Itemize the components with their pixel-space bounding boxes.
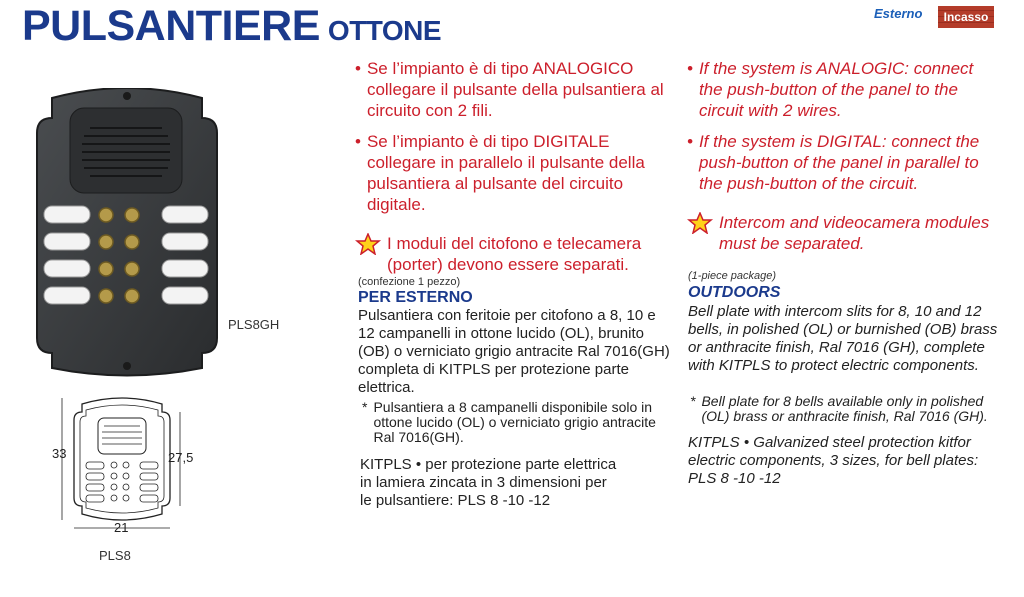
dim-inner-height: 27,5 [168, 450, 194, 465]
it-bullets [355, 58, 665, 275]
title-sub: OTTONE [327, 15, 442, 46]
en-bullet-1: • If the system is ANALOGIC: connect the push-button of the panel to the circuit with 2 wires. [687, 59, 974, 120]
it-body: Pulsantiera con feritoie per citofono a 8, 10 e 12 campanelli in ottone lucido (OL), brunito (OB) o verniciato grigio antracite Ral 7016(GH) completa di KITPLS per protezione parte elettrica. [358, 307, 670, 396]
dim-height: 33 [52, 446, 67, 461]
en-kit: KITPLS • Galvanized steel protection kitfor electric components, 3 sizes, for bell plates: PLS 8 -10 -12 [688, 434, 979, 487]
it-heading: PER ESTERNO [358, 289, 473, 306]
badge-incasso: Incasso [938, 6, 994, 28]
en-note: * Bell plate for 8 bells available only in polished (OL) brass or anthracite finish, Ral 7016 (GH). [690, 393, 988, 424]
en-bullets [687, 58, 999, 254]
it-package: (confezione 1 pezzo) [358, 276, 461, 288]
it-bullet-1: • Se l’impianto è di tipo ANALOGICO collegare il pulsante della pulsantiera al circuito con 2 fili. [355, 59, 664, 120]
it-warning: I moduli del citofono e telecamera (porter) devono essere separati. [355, 233, 665, 275]
en-body: Bell plate with intercom slits for 8, 10 and 12 bells, in polished (OL) or burnished (OB) brass or anthracite finish, Ral 7016 (GH), complete with KITPLS to protect electric components. [688, 303, 998, 374]
warning-star-icon [687, 212, 715, 234]
title-main: PULSANTIERE [22, 2, 320, 50]
en-warning: Intercom and videocamera modules must be separated. [687, 212, 999, 254]
dim-width: 21 [114, 520, 129, 535]
it-note: * Pulsantiera a 8 campanelli disponibile solo in ottone lucido (OL) o verniciato grigio antracite Ral 7016(GH). [362, 399, 656, 445]
caption-pls8: PLS8 [99, 548, 131, 563]
it-kit: KITPLS • per protezione parte elettrica in lamiera zincata in 3 dimensioni per le pulsantiere: PLS 8 -10 -12 [360, 456, 617, 509]
en-package: (1-piece package) [688, 270, 777, 282]
it-bullet-2: • Se l’impianto è di tipo DIGITALE collegare in parallelo il pulsante della pulsantiera al pulsante del circuito digitale. [355, 132, 645, 214]
page-title [22, 2, 441, 51]
warning-star-icon [355, 233, 383, 255]
en-heading: OUTDOORS [688, 284, 781, 301]
en-bullet-2: • If the system is DIGITAL: connect the push-button of the panel in parallel to the push-button of the circuit. [687, 132, 980, 193]
badge-esterno: Esterno [874, 6, 923, 21]
caption-pls8gh: PLS8GH [228, 317, 280, 332]
bell-plate-photo [32, 88, 222, 378]
